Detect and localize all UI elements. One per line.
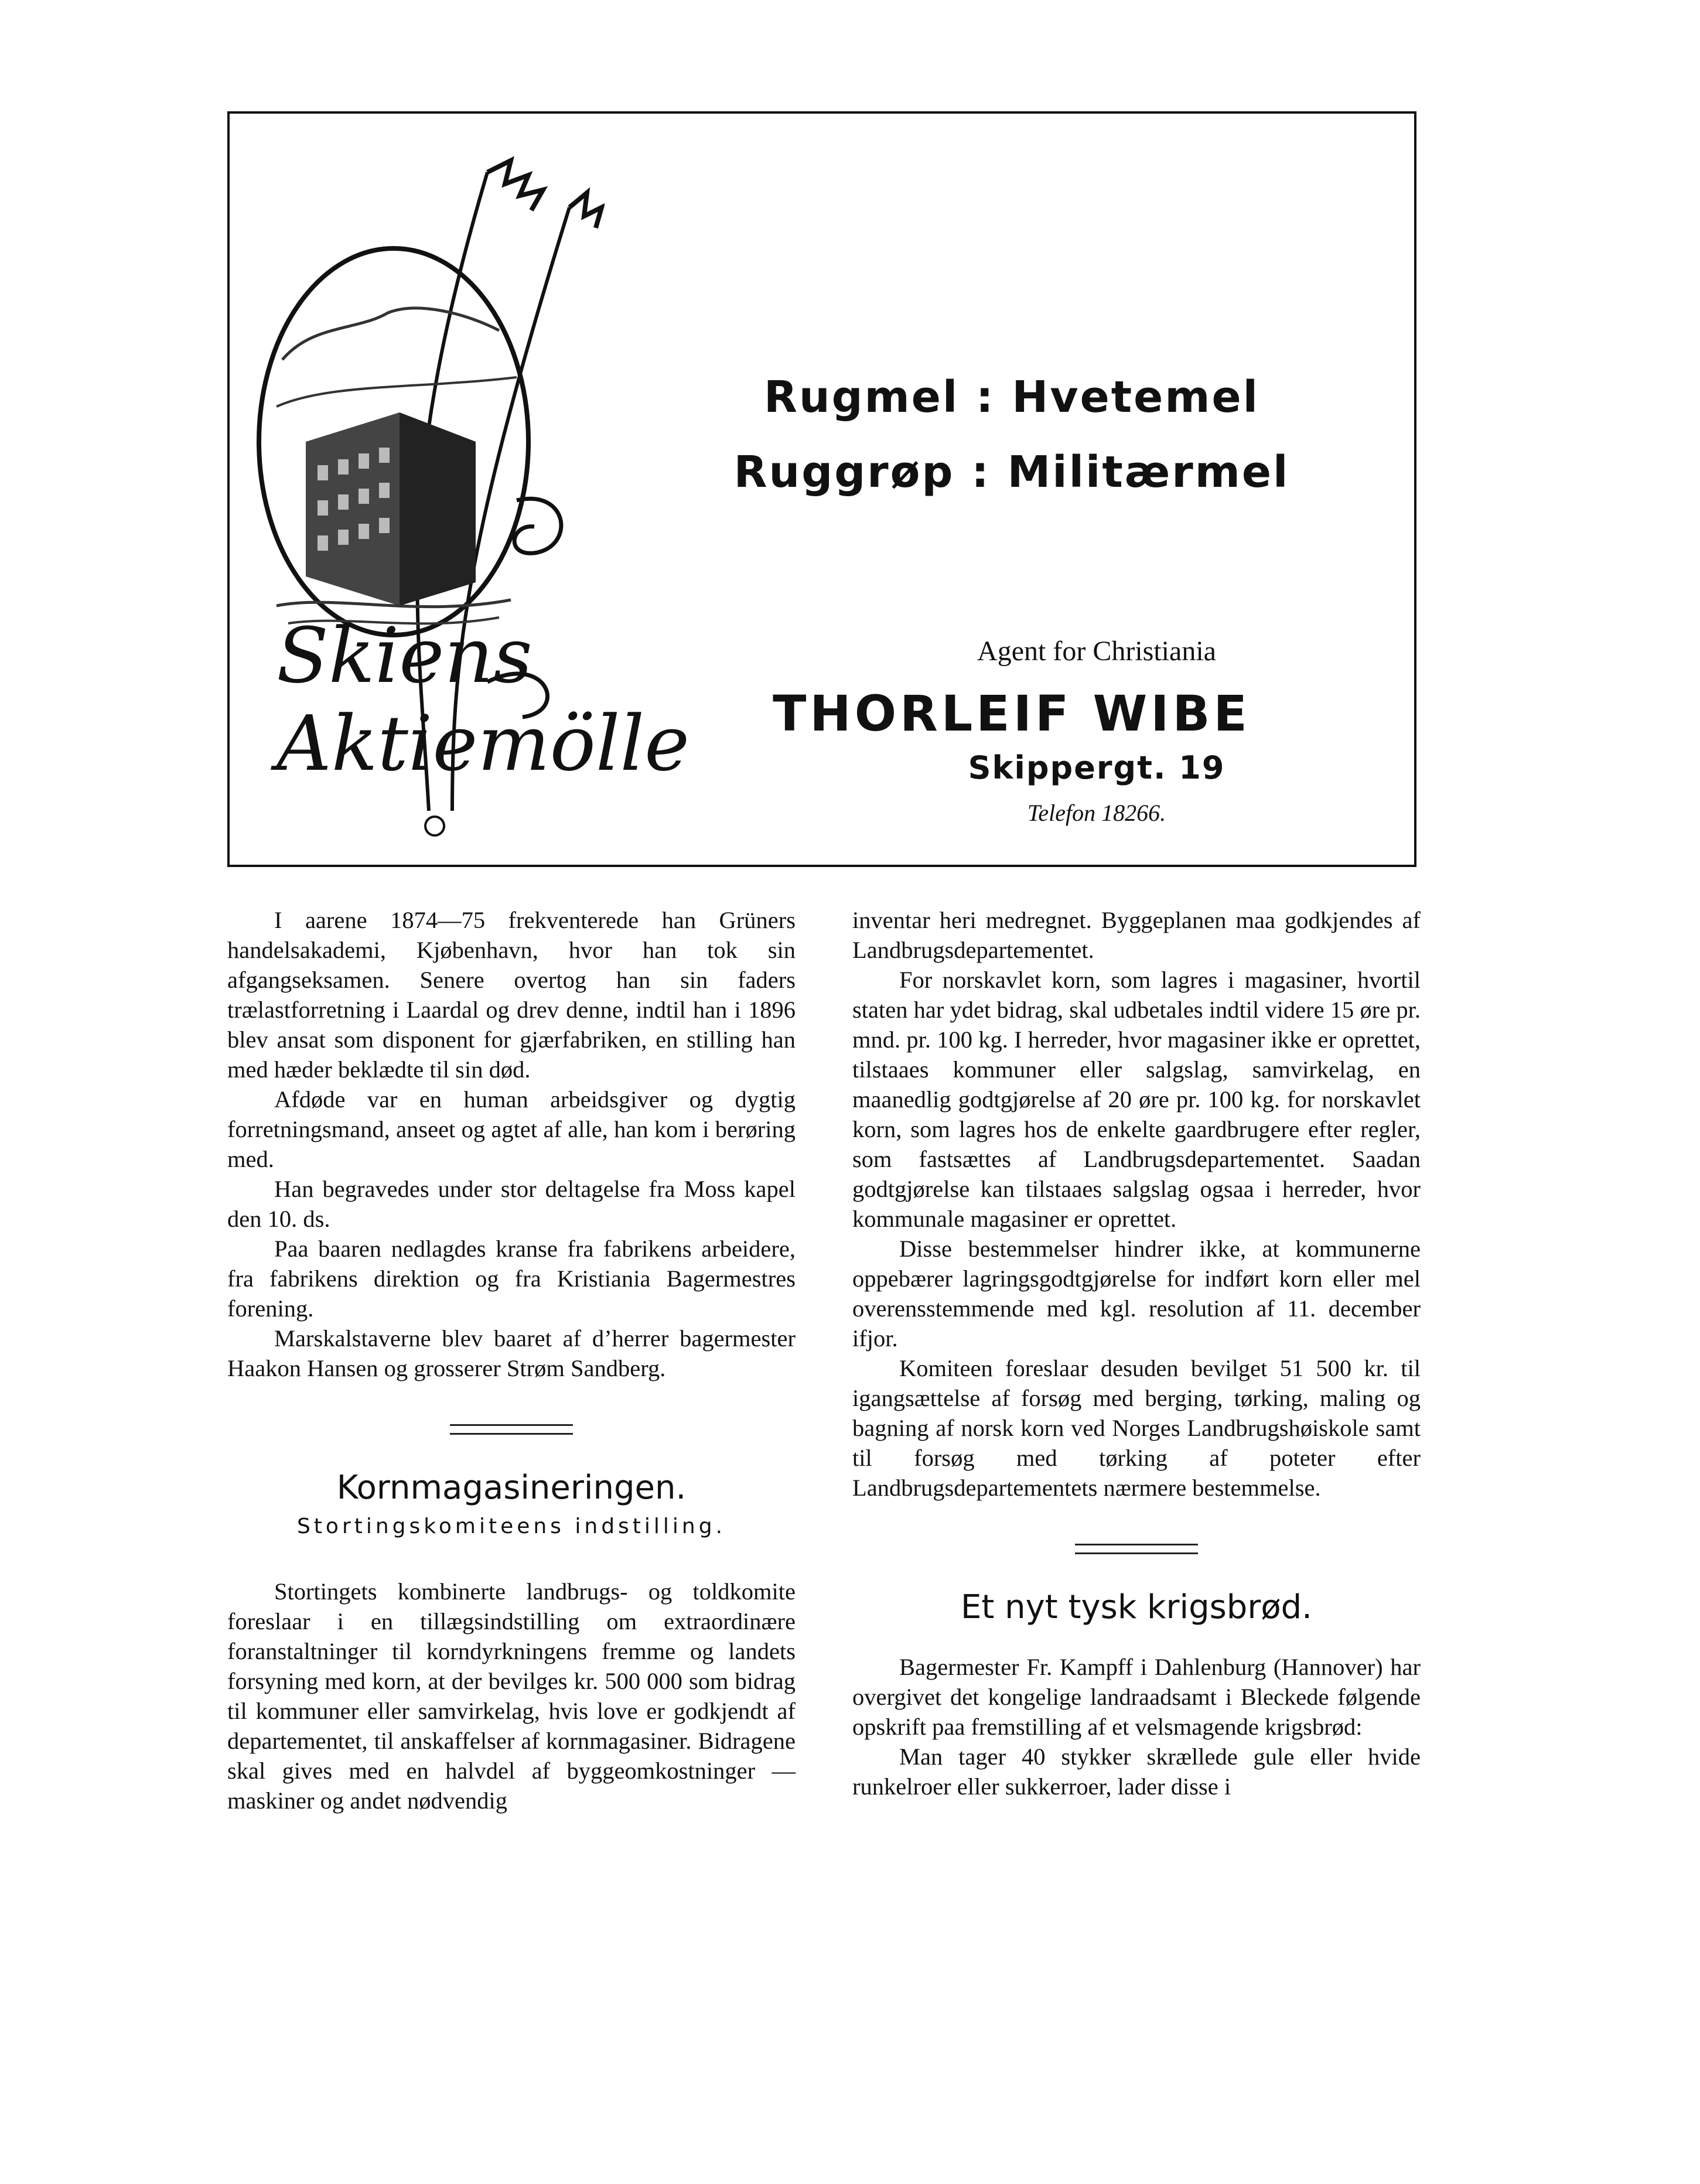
mill-emblem bbox=[241, 137, 690, 840]
product-line-2: Ruggrøp : Militærmel bbox=[733, 447, 1290, 497]
right-column bbox=[852, 905, 1421, 1801]
product-line-1: Rugmel : Hvetemel bbox=[764, 372, 1259, 422]
paragraph: Stortingets kombinerte landbrugs- og toldkomite foreslaar i en tillægsindstilling om extraordinære foranstaltninger til korndyrkningens fremme og landets forsyning med korn, at der bevilges kr. 500 000 som bidrag til kommuner eller samvirkelag, hvis love er godkjendt af departementet, til anskaffelser af kornmagasiner. Bidragene skal gives med en halvdel af byggeomkostninger — maskiner og andet nødvendig bbox=[227, 1578, 796, 1814]
section-divider bbox=[1075, 1544, 1198, 1554]
article-title-kornmagasineringen: Kornmagasineringen. bbox=[336, 1469, 687, 1507]
paragraph: Disse bestemmelser hindrer ikke, at kommunerne oppebærer lagringsgodtgjørelse for indført korn eller mel overensstemmende med kgl. resolution af 11. december ifjor. bbox=[852, 1236, 1421, 1352]
paragraph: Marskalstaverne blev baaret af d’herrer bagermester Haakon Hansen og grosserer Strøm Sandberg. bbox=[227, 1325, 796, 1381]
left-column bbox=[227, 905, 796, 1816]
advertisement-box bbox=[227, 111, 1416, 867]
agent-name: THORLEIF WIBE bbox=[773, 685, 1251, 742]
article-subtitle: Stortingskomiteens indstilling. bbox=[296, 1514, 726, 1538]
paragraph: Komiteen foreslaar desuden bevilget 51 500 kr. til igangsættelse af forsøg med berging, tørking, maling og bagning af norsk korn ved Norges Landbrugshøiskole samt til forsøg med tørking af poteter efter Landbrugsdepartementets nærmere bestemmelse. bbox=[852, 1355, 1421, 1501]
paragraph: Paa baaren nedlagdes kranse fra fabrikens arbeidere, fra fabrikens direktion og fra Kristiania Bagermestres forening. bbox=[227, 1236, 796, 1322]
logo-word-skiens: Skiens bbox=[276, 611, 532, 700]
obituary-continuation bbox=[227, 905, 796, 1383]
agent-phone: Telefon 18266. bbox=[1027, 800, 1166, 826]
paragraph: inventar heri medregnet. Byggeplanen maa godkjendes af Landbrugsdepartementet. bbox=[852, 907, 1421, 963]
paragraph: Afdøde var en human arbeidsgiver og dygtig forretningsmand, anseet og agtet af alle, han kom i berøring med. bbox=[227, 1086, 796, 1172]
paragraph: Man tager 40 stykker skrællede gule eller hvide runkelroer eller sukkerroer, lader disse i bbox=[852, 1743, 1421, 1800]
article-title-krigsbrod: Et nyt tysk krigsbrød. bbox=[961, 1588, 1312, 1626]
paragraph: Han begravedes under stor deltagelse fra Moss kapel den 10. ds. bbox=[227, 1176, 796, 1232]
logo-word-aktiemolle: Aktiemölle bbox=[276, 699, 690, 788]
paragraph: Bagermester Fr. Kampff i Dahlenburg (Hannover) har overgivet det kongelige landraadsamt i Bleckede følgende opskrift paa fremstilling af et velsmagende krigsbrød: bbox=[852, 1654, 1421, 1740]
paragraph: I aarene 1874—75 frekventerede han Grüners handelsakademi, Kjøbenhavn, hvor han tok sin afgangseksamen. Senere overtog han sin faders trælastforretning i Laardal og drev denne, indtil han i 1896 blev ansat som disponent for gjærfabriken, en stilling han med hæder beklædte til sin død. bbox=[227, 907, 796, 1083]
paragraph: For norskavlet korn, som lagres i magasiner, hvortil staten har ydet bidrag, skal udbetales indtil videre 15 øre pr. mnd. pr. 100 kg. I herreder, hvor magasiner ikke er oprettet, tilstaaes kommuner eller salgslag, samvirkelag, en maanedlig godtgjørelse af 20 øre pr. 100 kg. for norskavlet korn, som lagres hos de enkelte gaardbrugere efter regler, som fastsættes af Landbrugsdepartementet. Saadan godtgjørelse kan tilstaaes salgslag ogsaa i herreder, hvor kommunale magasiner er oprettet. bbox=[852, 967, 1421, 1232]
product-list bbox=[622, 360, 1401, 510]
section-divider bbox=[450, 1424, 573, 1435]
agent-label: Agent for Christiania bbox=[977, 636, 1216, 667]
agent-address: Skippergt. 19 bbox=[968, 749, 1225, 786]
